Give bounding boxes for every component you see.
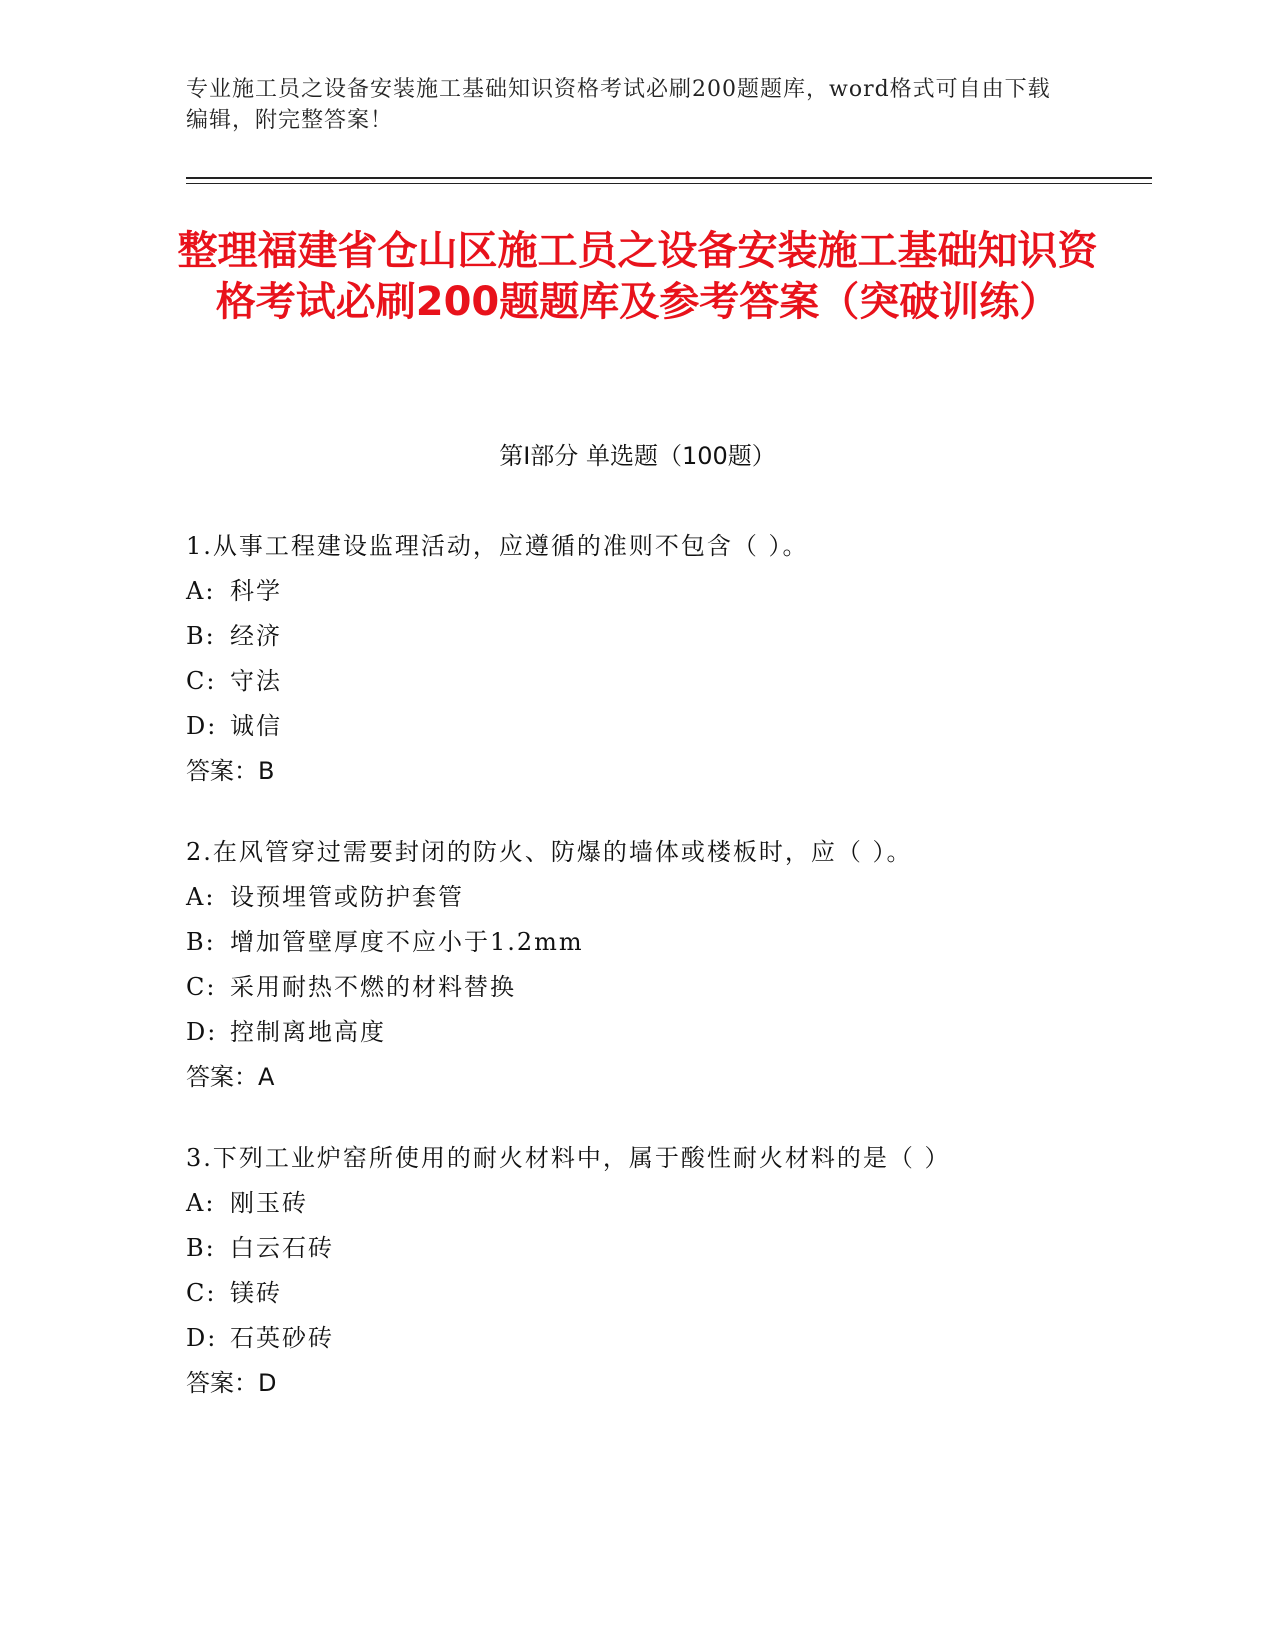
option-letter: C: <box>186 1279 217 1307</box>
option-text: 经济 <box>230 622 282 650</box>
option-a <box>186 576 1126 621</box>
question-1 <box>186 531 1126 786</box>
option-b <box>186 927 1126 972</box>
option-letter: D: <box>186 1018 218 1046</box>
option-letter: A: <box>186 577 216 605</box>
question-stem: 3.下列工业炉窑所使用的耐火材料中，属于酸性耐火材料的是（ ） <box>186 1144 951 1172</box>
option-a <box>186 882 1126 927</box>
answer-line: 答案：A <box>186 1063 275 1091</box>
option-letter: A: <box>186 883 216 911</box>
option-text: 镁砖 <box>230 1279 282 1307</box>
option-letter: B: <box>186 928 216 956</box>
question-stem: 1.从事工程建设监理活动，应遵循的准则不包含（ ）。 <box>186 532 809 560</box>
option-d <box>186 1323 1126 1368</box>
question-stem: 2.在风管穿过需要封闭的防火、防爆的墙体或楼板时，应（ ）。 <box>186 838 913 866</box>
option-b <box>186 621 1126 666</box>
option-letter: C: <box>186 973 217 1001</box>
option-text: 控制离地高度 <box>230 1018 386 1046</box>
option-d <box>186 1017 1126 1062</box>
option-letter: D: <box>186 1324 218 1352</box>
option-letter: B: <box>186 1234 216 1262</box>
option-c <box>186 1278 1126 1323</box>
option-text: 采用耐热不燃的材料替换 <box>230 973 516 1001</box>
option-c <box>186 666 1126 711</box>
option-text: 增加管壁厚度不应小于1.2mm <box>230 928 584 956</box>
option-text: 设预埋管或防护套管 <box>230 883 464 911</box>
header-note: 专业施工员之设备安装施工基础知识资格考试必刷200题题库，word格式可自由下载编辑，附完整答案！ <box>186 77 1051 133</box>
question-3 <box>186 1143 1126 1398</box>
option-c <box>186 972 1126 1017</box>
section-title: 第Ⅰ部分 单选题（100题） <box>499 442 776 470</box>
option-text: 石英砂砖 <box>230 1324 334 1352</box>
option-letter: D: <box>186 712 218 740</box>
option-text: 刚玉砖 <box>230 1189 308 1217</box>
header-rule-thin <box>186 183 1152 184</box>
option-text: 科学 <box>230 577 282 605</box>
question-list <box>186 531 1126 1449</box>
document-title: 整理福建省仓山区施工员之设备安装施工基础知识资格考试必刷200题题库及参考答案（突破训练） <box>177 228 1098 325</box>
option-letter: A: <box>186 1189 216 1217</box>
option-letter: C: <box>186 667 217 695</box>
question-2 <box>186 837 1126 1092</box>
option-text: 诚信 <box>230 712 282 740</box>
option-a <box>186 1188 1126 1233</box>
option-b <box>186 1233 1126 1278</box>
answer-line: 答案：B <box>186 757 275 785</box>
option-letter: B: <box>186 622 216 650</box>
answer-line: 答案：D <box>186 1369 277 1397</box>
option-text: 守法 <box>230 667 282 695</box>
option-text: 白云石砖 <box>230 1234 334 1262</box>
header-rule-thick <box>186 177 1152 179</box>
option-d <box>186 711 1126 756</box>
